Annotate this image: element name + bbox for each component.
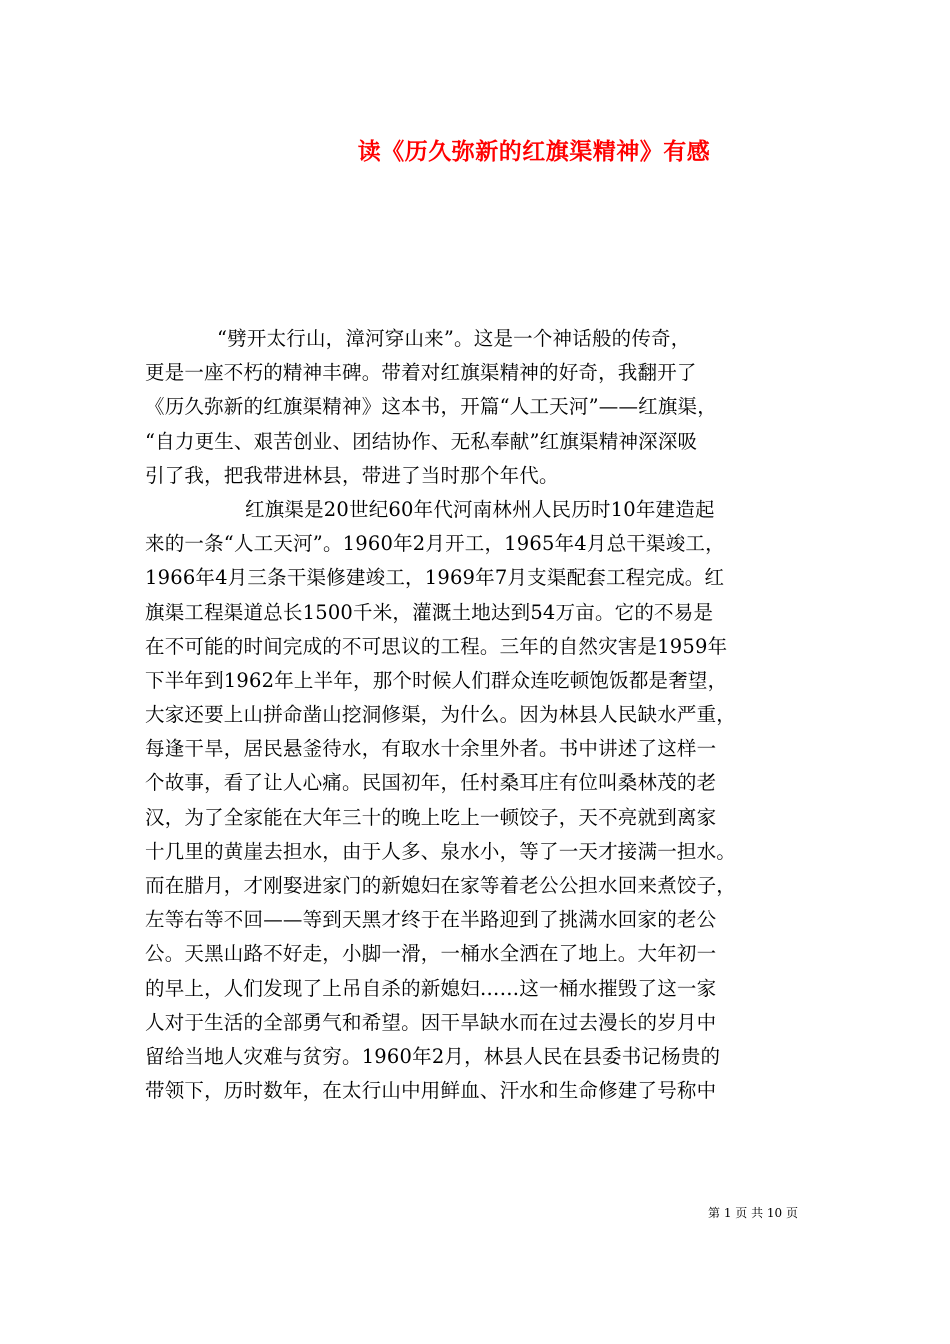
body-line: 个故事，看了让人心痛。民国初年，任村桑耳庄有位叫桑林茂的老 <box>145 771 717 795</box>
body-line: “自力更生、艰苦创业、团结协作、无私奉献”红旗渠精神深深吸 <box>145 429 698 453</box>
body-line: 左等右等不回——等到天黑才终于在半路迎到了挑满水回家的老公 <box>145 908 717 932</box>
body-line: 的早上，人们发现了上吊自杀的新媳妇……这一桶水摧毁了这一家 <box>145 976 717 1000</box>
body-line: 红旗渠是20世纪60年代河南林州人民历时10年建造起 <box>245 497 715 521</box>
body-line: “劈开太行山，漳河穿山来”。这是一个神话般的传奇， <box>217 327 691 350</box>
body-line: 《历久弥新的红旗渠精神》这本书，开篇“人工天河”——红旗渠， <box>145 395 717 419</box>
body-line: 人对于生活的全部勇气和希望。因干旱缺水而在过去漫长的岁月中 <box>145 1010 717 1034</box>
body-line: 而在腊月，才刚娶进家门的新媳妇在家等着老公公担水回来煮饺子， <box>145 874 737 897</box>
body-line: 下半年到1962年上半年，那个时候人们群众连吃顿饱饭都是奢望， <box>145 668 728 692</box>
body-line: 来的一条“人工天河”。1960年2月开工，1965年4月总干渠竣工， <box>145 532 725 556</box>
body-line: 汉，为了全家能在大年三十的晚上吃上一顿饺子，天不亮就到离家 <box>145 805 717 829</box>
body-line: 留给当地人灾难与贫穷。1960年2月，林县人民在县委书记杨贵的 <box>145 1044 721 1068</box>
body-line: 每逢干旱，居民悬釜待水，有取水十余里外者。书中讲述了这样一 <box>145 737 717 761</box>
body-line: 1966年4月三条干渠修建竣工，1969年7月支渠配套工程完成。红 <box>145 566 725 590</box>
body-line: 大家还要上山拼命凿山挖洞修渠，为什么。因为林县人民缺水严重， <box>145 703 737 727</box>
body-line: 更是一座不朽的精神丰碑。带着对红旗渠精神的好奇，我翻开了 <box>145 361 697 385</box>
body-line: 在不可能的时间完成的不可思议的工程。三年的自然灾害是1959年 <box>145 634 728 658</box>
document-title <box>0 133 950 166</box>
document-title-text: 读《历久弥新的红旗渠精神》有感 <box>357 138 711 165</box>
body-line: 带领下，历时数年，在太行山中用鲜血、汗水和生命修建了号称中 <box>145 1079 717 1103</box>
body-line: 旗渠工程渠道总长1500千米，灌溉土地达到54万亩。它的不易是 <box>145 600 714 624</box>
body-line: 引了我，把我带进林县，带进了当时那个年代。 <box>145 463 559 487</box>
document-body <box>145 322 815 1108</box>
page-number-footer: 第 1 页 共 10 页 <box>708 1206 798 1220</box>
body-line: 十几里的黄崖去担水，由于人多、泉水小，等了一天才接满一担水。 <box>145 839 737 863</box>
body-line: 公。天黑山路不好走，小脚一滑，一桶水全洒在了地上。大年初一 <box>145 942 717 966</box>
